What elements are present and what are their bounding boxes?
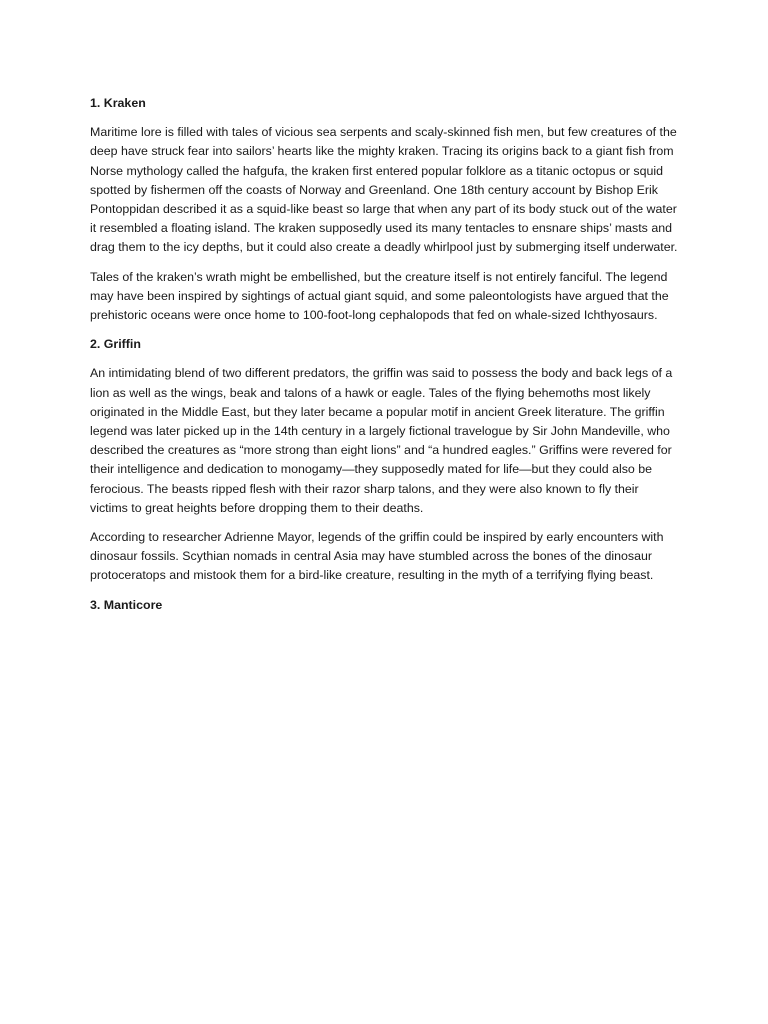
paragraph-griffin-2: According to researcher Adrienne Mayor, legends of the griffin could be inspired by early encounters with dinosaur fossils. Scythian nomads in central Asia may have stumbled across the bones of the dinosaur protoceratops and mistook them for a bird-like creature, resulting in the myth of a terrifying flying beast. bbox=[90, 530, 664, 583]
document-body bbox=[90, 94, 678, 625]
section-heading-kraken: 1. Kraken bbox=[90, 96, 146, 110]
paragraph-kraken-1: Maritime lore is filled with tales of vicious sea serpents and scaly-skinned fish men, but few creatures of the deep have struck fear into sailors’ hearts like the mighty kraken. Tracing its origins back to a giant fish from Norse mythology called the hafgufa, the kraken first entered popular folklore as a titanic octopus or squid spotted by fishermen off the coasts of Norway and Greenland. One 18th century account by Bishop Erik Pontoppidan described it as a squid-like beast so large that when any part of its body stuck out of the water it resembled a floating island. The kraken supposedly used its many tentacles to ensnare ships’ masts and drag them to the icy depths, but it could also create a deadly whirlpool just by submerging itself underwater. bbox=[90, 125, 678, 255]
paragraph-griffin-1: An intimidating blend of two different predators, the griffin was said to possess the body and back legs of a lion as well as the wings, beak and talons of a hawk or eagle. Tales of the flying behemoths most likely originated in the Middle East, but they later became a popular motif in ancient Greek literature. The griffin legend was later picked up in the 14th century in a largely fictional travelogue by Sir John Mandeville, who described the creatures as “more strong than eight lions” and “a hundred eagles.” Griffins were revered for their intelligence and dedication to monogamy—they supposedly mated for life—but they could also be ferocious. The beasts ripped flesh with their razor sharp talons, and they were also known to fly their victims to great heights before dropping them to their deaths. bbox=[90, 366, 673, 515]
section-heading-griffin: 2. Griffin bbox=[90, 337, 141, 352]
section-heading-manticore: 3. Manticore bbox=[90, 597, 163, 612]
paragraph-kraken-2: Tales of the kraken’s wrath might be embellished, but the creature itself is not entirely fanciful. The legend may have been inspired by sightings of actual giant squid, and some paleontologists have argued that the prehistoric oceans were once home to 100-foot-long cephalopods that fed on whale-sized Ichthyosaurs. bbox=[90, 269, 669, 323]
